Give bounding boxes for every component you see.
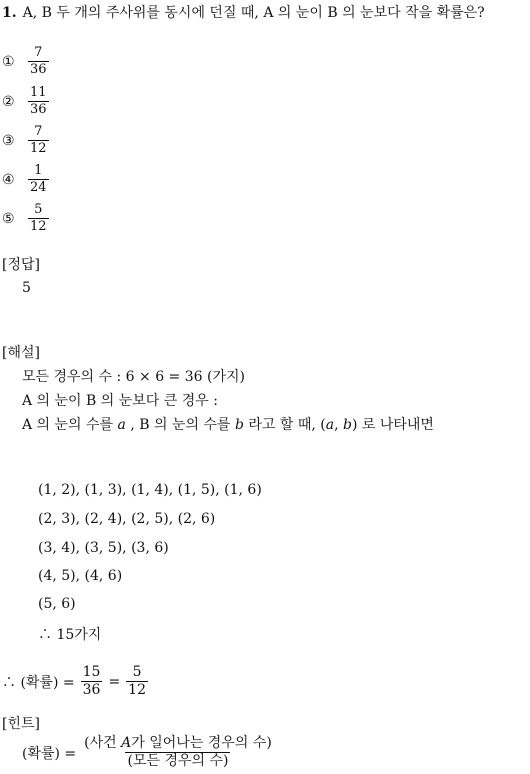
prob-fraction-2: $\frac{5}{12}$ (128, 664, 146, 699)
question-text: A, B 두 개의 주사위를 동시에 던질 때, A 의 눈이 B 의 눈보다 작을 확률은? (22, 5, 485, 21)
choice-fraction: $\frac{7}{36}$ (30, 45, 47, 78)
choice-1[interactable] (2, 46, 49, 78)
prob-fraction-1: $\frac{15}{36}$ (82, 664, 101, 699)
choice-mark: ④ (2, 171, 15, 188)
choice-fraction: $\frac{7}{12}$ (30, 124, 47, 157)
case-row-3: (3, 4), (3, 5), (3, 6) (38, 540, 169, 556)
answer-label: [정답] (2, 257, 40, 273)
prob-prefix: ∴ (확률) = (2, 674, 75, 691)
choice-mark: ② (2, 93, 15, 110)
case-total: ∴ 15가지 (38, 627, 102, 643)
choice-mark: ⑤ (2, 210, 15, 227)
question (2, 2, 485, 22)
solution-label: [해설] (2, 345, 40, 361)
choice-fraction: $\frac{1}{24}$ (30, 163, 47, 196)
hint-label: [힌트] (2, 716, 40, 732)
case-row-2: (2, 3), (2, 4), (2, 5), (2, 6) (38, 511, 216, 527)
solution-line-2: A 의 눈이 B 의 눈보다 큰 경우 : (22, 393, 218, 409)
prob-equals: = (108, 673, 121, 690)
choice-mark: ③ (2, 132, 15, 149)
choice-3[interactable] (2, 125, 49, 157)
probability-result (2, 665, 148, 699)
var-b: b (234, 417, 244, 433)
case-row-5: (5, 6) (38, 596, 76, 612)
solution-line-1: 모든 경우의 수 : 6 × 6 = 36 (가지) (22, 369, 245, 385)
choice-5[interactable] (2, 203, 49, 235)
choice-fraction: $\frac{5}{12}$ (30, 202, 47, 235)
choice-4[interactable] (2, 164, 49, 196)
var-a: a (117, 417, 126, 433)
choice-fraction: $\frac{11}{36}$ (30, 85, 47, 118)
answer-value: 5 (22, 280, 31, 296)
event-a: A (121, 735, 132, 751)
hint-prefix: (확률) = (22, 745, 77, 762)
choice-2[interactable] (2, 86, 49, 118)
choice-mark: ① (2, 53, 15, 70)
question-number: 1. (2, 5, 17, 21)
case-row-4: (4, 5), (4, 6) (38, 568, 123, 584)
solution-line-3: A 의 눈의 수를 a , B 의 눈의 수를 b 라고 할 때, (a, b) 로 나타내면 (22, 417, 434, 433)
hint-formula (22, 736, 274, 770)
hint-fraction: $\frac{\text{(사건 A가 일어나는 경우의 수)}}{\text{(모든 경우의 수)}}$ (84, 735, 272, 770)
case-row-1: (1, 2), (1, 3), (1, 4), (1, 5), (1, 6) (38, 482, 262, 498)
